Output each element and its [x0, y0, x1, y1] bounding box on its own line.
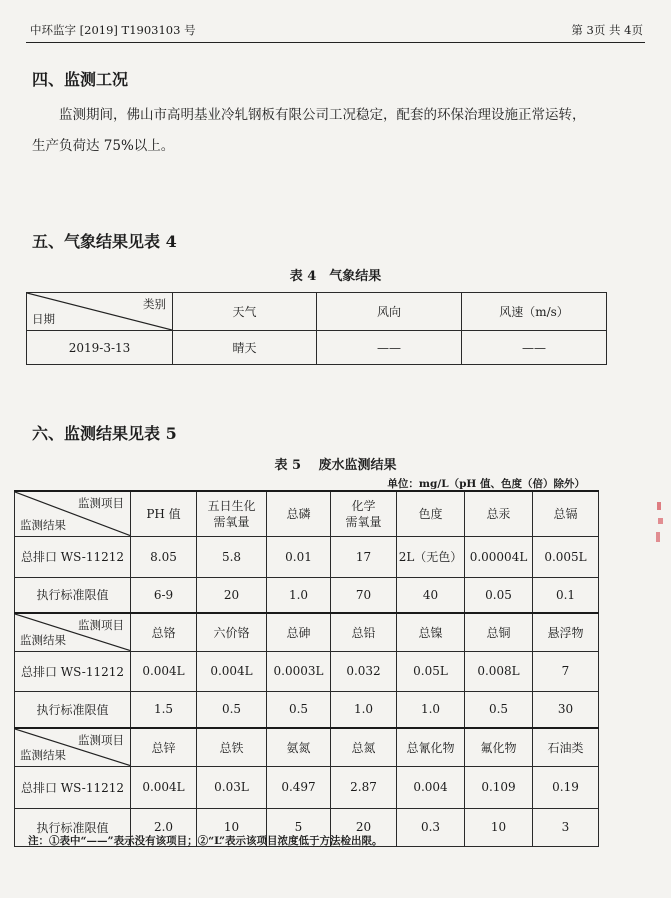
- col-header: 总铁: [197, 728, 267, 766]
- col-header: 总氰化物: [397, 728, 465, 766]
- weather-data-row: [27, 331, 607, 365]
- value-cell: 6-9: [131, 577, 197, 613]
- value-cell: 3: [533, 808, 599, 846]
- wind-direction-col-header: 风向: [317, 293, 462, 331]
- diag-item-label: 监测项目: [78, 733, 124, 747]
- value-cell: 40: [397, 577, 465, 613]
- col-header: 氟化物: [465, 728, 533, 766]
- value-cell: 1.0: [397, 691, 465, 728]
- table-row: [15, 766, 599, 808]
- weather-date-cell: 2019-3-13: [27, 331, 173, 365]
- value-cell: 0.3: [397, 808, 465, 846]
- page-number: 第 3页 共 4页: [571, 23, 643, 37]
- section-6-title: 六、监测结果见表 5: [32, 424, 177, 443]
- col-header: [331, 491, 397, 536]
- table-4-caption: 表 4 气象结果: [289, 269, 382, 284]
- weather-header-row: [27, 293, 607, 331]
- value-cell: 10: [197, 808, 267, 846]
- value-cell: 20: [331, 808, 397, 846]
- value-cell: 0.004L: [131, 651, 197, 691]
- weather-cell: 晴天: [173, 331, 317, 365]
- value-cell: 0.03L: [197, 766, 267, 808]
- col-header: 总磷: [267, 491, 331, 536]
- value-cell: 0.109: [465, 766, 533, 808]
- value-cell: 2L（无色）: [397, 536, 465, 577]
- col-header: [197, 491, 267, 536]
- header-line-1: 五日生化: [207, 498, 256, 513]
- row-label: 执行标准限值: [15, 577, 131, 613]
- value-cell: 0.004L: [131, 766, 197, 808]
- col-header: 氨氮: [267, 728, 331, 766]
- value-cell: 1.0: [331, 691, 397, 728]
- section-4-title: 四、监测工况: [32, 70, 129, 89]
- diag-category-label: 类别: [143, 297, 166, 311]
- col-header: 总铬: [131, 613, 197, 651]
- table-row: [15, 691, 599, 728]
- value-cell: 7: [533, 651, 599, 691]
- diag-item-label: 监测项目: [78, 618, 124, 632]
- value-cell: 17: [331, 536, 397, 577]
- diag-result-label: 监测结果: [20, 632, 66, 647]
- diag-item-label: 监测项目: [78, 496, 124, 510]
- table-row: [15, 536, 599, 577]
- value-cell: 0.004: [397, 766, 465, 808]
- row-label: 总排口 WS-11212: [15, 766, 131, 808]
- row-label: 总排口 WS-11212: [15, 651, 131, 691]
- wastewater-table: [14, 490, 599, 847]
- table-5-caption: 表 5 废水监测结果: [274, 458, 397, 473]
- weather-table: [26, 292, 607, 365]
- value-cell: 5.8: [197, 536, 267, 577]
- row-label: 执行标准限值: [15, 691, 131, 728]
- col-header: 悬浮物: [533, 613, 599, 651]
- value-cell: 0.005L: [533, 536, 599, 577]
- value-cell: 1.5: [131, 691, 197, 728]
- header-line-1: 化学: [351, 498, 376, 513]
- value-cell: 0.01: [267, 536, 331, 577]
- table-row: [15, 577, 599, 613]
- wind-speed-cell: ——: [462, 331, 607, 365]
- col-header: 六价铬: [197, 613, 267, 651]
- col-header: 总氮: [331, 728, 397, 766]
- wind-direction-cell: ——: [317, 331, 462, 365]
- diag-result-label: 监测结果: [20, 517, 66, 532]
- block-3-diagonal-header: [15, 728, 131, 766]
- col-header: 石油类: [533, 728, 599, 766]
- col-header: 总铅: [331, 613, 397, 651]
- col-header: 总铜: [465, 613, 533, 651]
- value-cell: 5: [267, 808, 331, 846]
- col-header: 色度: [397, 491, 465, 536]
- value-cell: 70: [331, 577, 397, 613]
- section-4-text: 监测期间，佛山市高明基业冷轧钢板有限公司工况稳定，配套的环保治理设施正常运转，生产负荷达 75%以上。: [32, 107, 586, 154]
- row-label: 执行标准限值: [15, 808, 131, 846]
- value-cell: 0.497: [267, 766, 331, 808]
- value-cell: 0.008L: [465, 651, 533, 691]
- col-header: 总镍: [397, 613, 465, 651]
- weather-col-header: 天气: [173, 293, 317, 331]
- value-cell: 20: [197, 577, 267, 613]
- wind-speed-col-header: 风速（m/s）: [462, 293, 607, 331]
- value-cell: 8.05: [131, 536, 197, 577]
- value-cell: 2.87: [331, 766, 397, 808]
- value-cell: 0.5: [267, 691, 331, 728]
- unit-note: 单位：mg/L（pH 值、色度（倍）除外）: [387, 478, 585, 490]
- value-cell: 0.19: [533, 766, 599, 808]
- diag-result-label: 监测结果: [20, 747, 66, 762]
- value-cell: 0.5: [465, 691, 533, 728]
- row-label: 总排口 WS-11212: [15, 536, 131, 577]
- col-header: 总汞: [465, 491, 533, 536]
- col-header: 总镉: [533, 491, 599, 536]
- table-row: [15, 651, 599, 691]
- value-cell: 1.0: [267, 577, 331, 613]
- block-1-diagonal-header: [15, 491, 131, 536]
- value-cell: 10: [465, 808, 533, 846]
- page-header: [28, 22, 643, 42]
- header-line-2: 需氧量: [345, 514, 382, 529]
- value-cell: 0.05L: [397, 651, 465, 691]
- value-cell: 0.004L: [197, 651, 267, 691]
- block-3-header-row: [15, 728, 599, 766]
- value-cell: 0.0003L: [267, 651, 331, 691]
- report-number: 中环监字 [2019] T1903103 号: [30, 23, 196, 37]
- value-cell: 0.00004L: [465, 536, 533, 577]
- value-cell: 0.1: [533, 577, 599, 613]
- value-cell: 30: [533, 691, 599, 728]
- value-cell: 0.05: [465, 577, 533, 613]
- section-5-title: 五、气象结果见表 4: [32, 232, 177, 251]
- value-cell: 2.0: [131, 808, 197, 846]
- diag-date-label: 日期: [32, 312, 55, 326]
- block-2-diagonal-header: [15, 613, 131, 651]
- value-cell: 0.032: [331, 651, 397, 691]
- col-header: 总砷: [267, 613, 331, 651]
- header-line-2: 需氧量: [213, 514, 250, 529]
- col-header: PH 值: [131, 491, 197, 536]
- col-header: 总锌: [131, 728, 197, 766]
- weather-diagonal-header: [27, 293, 173, 331]
- block-2-header-row: [15, 613, 599, 651]
- table-footnote: 注：①表中“——”表示没有该项目；②“L”表示该项目浓度低于方法检出限。: [28, 835, 383, 847]
- seal-edge-mark: [655, 500, 665, 546]
- block-1-header-row: [15, 491, 599, 536]
- header-rule: [26, 42, 645, 43]
- value-cell: 0.5: [197, 691, 267, 728]
